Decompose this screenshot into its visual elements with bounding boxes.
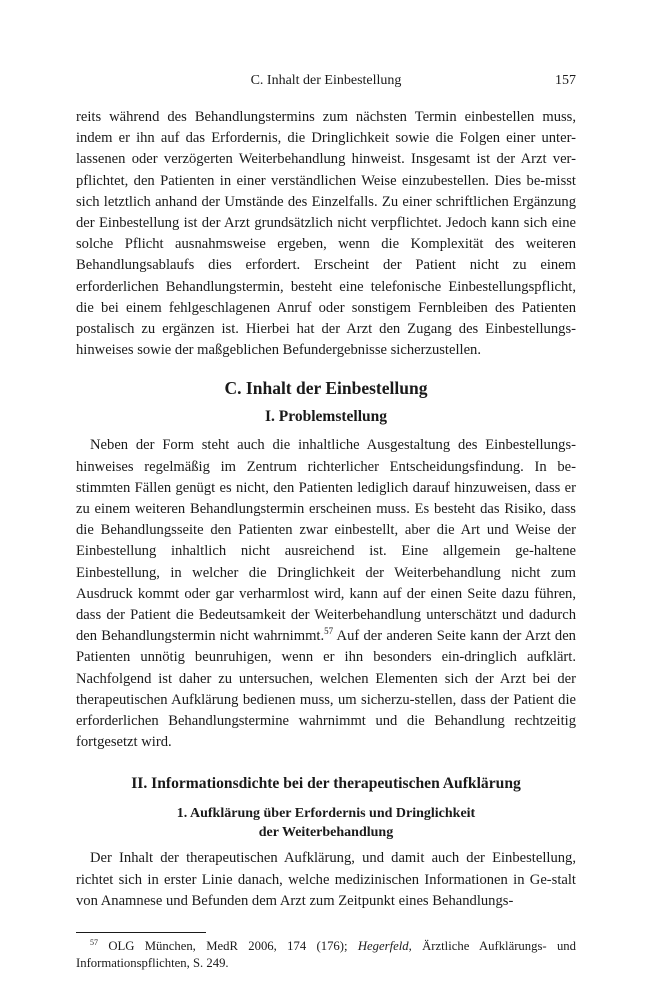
running-header-title: C. Inhalt der Einbestellung [250,73,402,88]
footnote-author: Hegerfeld, [357,939,412,954]
body-paragraph [76,435,576,753]
subsubsection-heading [76,804,576,842]
subsection-heading: II. Informationsdichte bei der therapeutischen Aufklärung [131,775,521,793]
heading-line: 1. Aufklärung über Erfordernis und Dringlichkeit [176,806,476,822]
paragraph-text: Auf der anderen Seite kann der Arzt den Patienten unnötig beunruhigen, wenn er ihn besonders ein-dringlich aufklärt. Nachfolgend ist daher zu untersuchen, welchen Elementen sich der Arzt bei der therapeutischen Aufklärung bedienen muss, um sicherzu-stellen, dass der Patient die erforderlichen Behandlungstermine wahrnimmt und die Behandlung rechtzeitig fortgesetzt wird. [76,628,576,751]
footnote [76,938,576,971]
footnote-reference[interactable]: 57 [324,626,334,637]
page-number: 157 [555,73,576,88]
body-paragraph: reits während des Behandlungstermins zum nächsten Termin einbestellen muss, indem er ihn auf das Erfordernis, die Dringlichkeit sowie die Folgen einer unter-lassenen oder verzögerten Weiterbehandlung hinweist. Insgesamt ist der Arzt ver-pflichtet, den Patienten in einer verständlichen Weise einzubestellen. Dies be-misst sich letztlich anhand der Umstände des Einzelfalls. Zu einer schriftlichen Ergänzung der Einbestellung ist der Arzt grundsätzlich nicht verpflichtet. Jedoch kann sich eine solche Pflicht ausnahmsweise ergeben, wenn die Komplexität des weiteren Behandlungsablaufs dies erfordert. Erscheint der Patient nicht zu einem erforderlichen Behandlungstermin, besteht eine telefonische Einbestellungspflicht, die bei einem fehlgeschlagenen Anruf oder sonstigem Fernbleiben des Patienten postalisch zu ergänzen ist. Hierbei hat der Arzt den Zugang des Einbestellungs-hinweises sowie der maßgeblichen Befundergebnisse sicherzustellen. [76,109,576,359]
footnote-number: 57 [90,937,98,947]
subsection-heading: I. Problemstellung [265,408,387,426]
footnote-divider [76,932,206,933]
document-page [76,70,576,971]
paragraph-text: Neben der Form steht auch die inhaltliche Ausgestaltung des Einbestellungs-hinweises regelmäßig im Zentrum richterlicher Entscheidungsfindung. In be-stimmten Fällen genügt es nicht, den Patienten lediglich darauf hinzuweisen, dass er zu einem weiteren Behandlungstermin erscheinen muss. Es besteht das Risiko, dass die Behandlungsseite den Patienten zwar einbestellt, aber die Art und Weise der Einbestellung inhaltlich nicht ausreichend ist. Eine allgemein ge-haltene Einbestellung, in welcher die Dringlichkeit der Weiterbehandlung nicht zum Ausdruck kommt oder gar verharmlost wird, kann auf der einen Seite dazu führen, dass der Patient die Bedeutsamkeit der Weiterbehandlung unterschätzt und dadurch den Behandlungstermin nicht wahrnimmt. [76,437,576,645]
footnote-text: OLG München, MedR 2006, 174 (176); [98,939,358,954]
running-header [76,70,576,91]
heading-line: der Weiterbehandlung [258,825,394,841]
footnote-text: Ärztliche Aufklärungs- und Informationspflichten, S. 249. [76,939,576,970]
section-heading: C. Inhalt der Einbestellung [224,378,428,399]
body-paragraph: Der Inhalt der therapeutischen Aufklärung, und damit auch der Einbestellung, richtet sich in erster Linie danach, welche medizinischen Informationen in Ge-stalt von Anamnese und Befunden dem Arzt zum Zeitpunkt eines Behandlungs- [76,850,576,909]
